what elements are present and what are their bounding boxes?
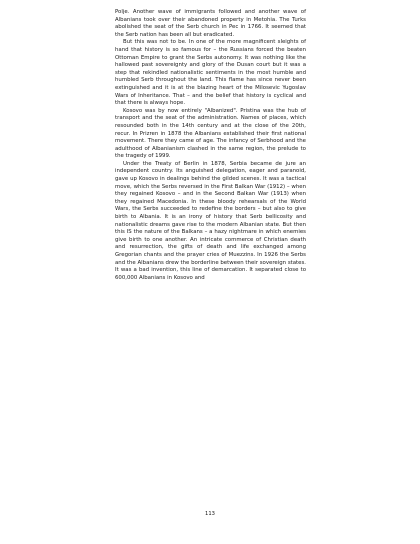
- paragraph-3: Kosovo was by now entirely "Albanized". Pristina was the hub of transport and the seat of the administration. Names of places, which resounded both in the 14th century and at the close of the 20th, recur. In Prizren in 1878 the Albanians established their first national movement. There they came of age. The infancy of Serbhood and the adulthood of Albanianism clashed in the same region, the prelude to the tragedy of 1999.: [115, 107, 306, 160]
- body-text: [115, 9, 306, 282]
- page-number: 113: [205, 511, 215, 517]
- paragraph-2: But this was not to be. In one of the more magnificent sleights of hand that history is so famous for – the Russians forced the beaten Ottoman Empire to grant the Serbs autonomy. It was nothing like the hallowed past sovereignty and glory of the Dusan court but it was a step that rekindled nationalistic sentiments in the most humble and humbled Serb throughout the land. This flame has since never been extinguished and it is at the blazing heart of the Milosevic Yugoslav Wars of Inheritance. That – and the belief that history is cyclical and that there is always hope.: [115, 39, 306, 107]
- paragraph-1: Polje. Another wave of immigrants followed and another wave of Albanians took over their abandoned property in Metohia. The Turks abolished the seat of the Serb church in Pec in 1766. It seemed that the Serb nation has been all but eradicated.: [115, 9, 306, 38]
- paragraph-4: Under the Treaty of Berlin in 1878, Serbia became de jure an independent country. Its anguished delegation, eager and paranoid, gave up Kosovo in dealings behind the gilded scenes. It was a tactical move, which the Serbs reversed in the First Balkan War (1912) – when they regained Kosovo – and in the Second Balkan War (1913) when they regained Macedonia. In these bloody rehearsals of the World Wars, the Serbs succeeded to redefine the borders – but also to give birth to Albania. It is an irony of history that Serb bellicosity and nationalistic dreams gave rise to the modern Albanian state. But then this IS the nature of the Balkans – a hazy nightmare in which enemies give birth to one another. An intricate commerce of Christian death and resurrection, the gifts of death and life exchanged among Gregorian chants and the prayer cries of Muezzins. In 1926 the Serbs and the Albanians drew the borderline between their sovereign states. It was a bad invention, this line of demarcation. It separated close to 600,000 Albanians in Kosovo and: [115, 160, 306, 281]
